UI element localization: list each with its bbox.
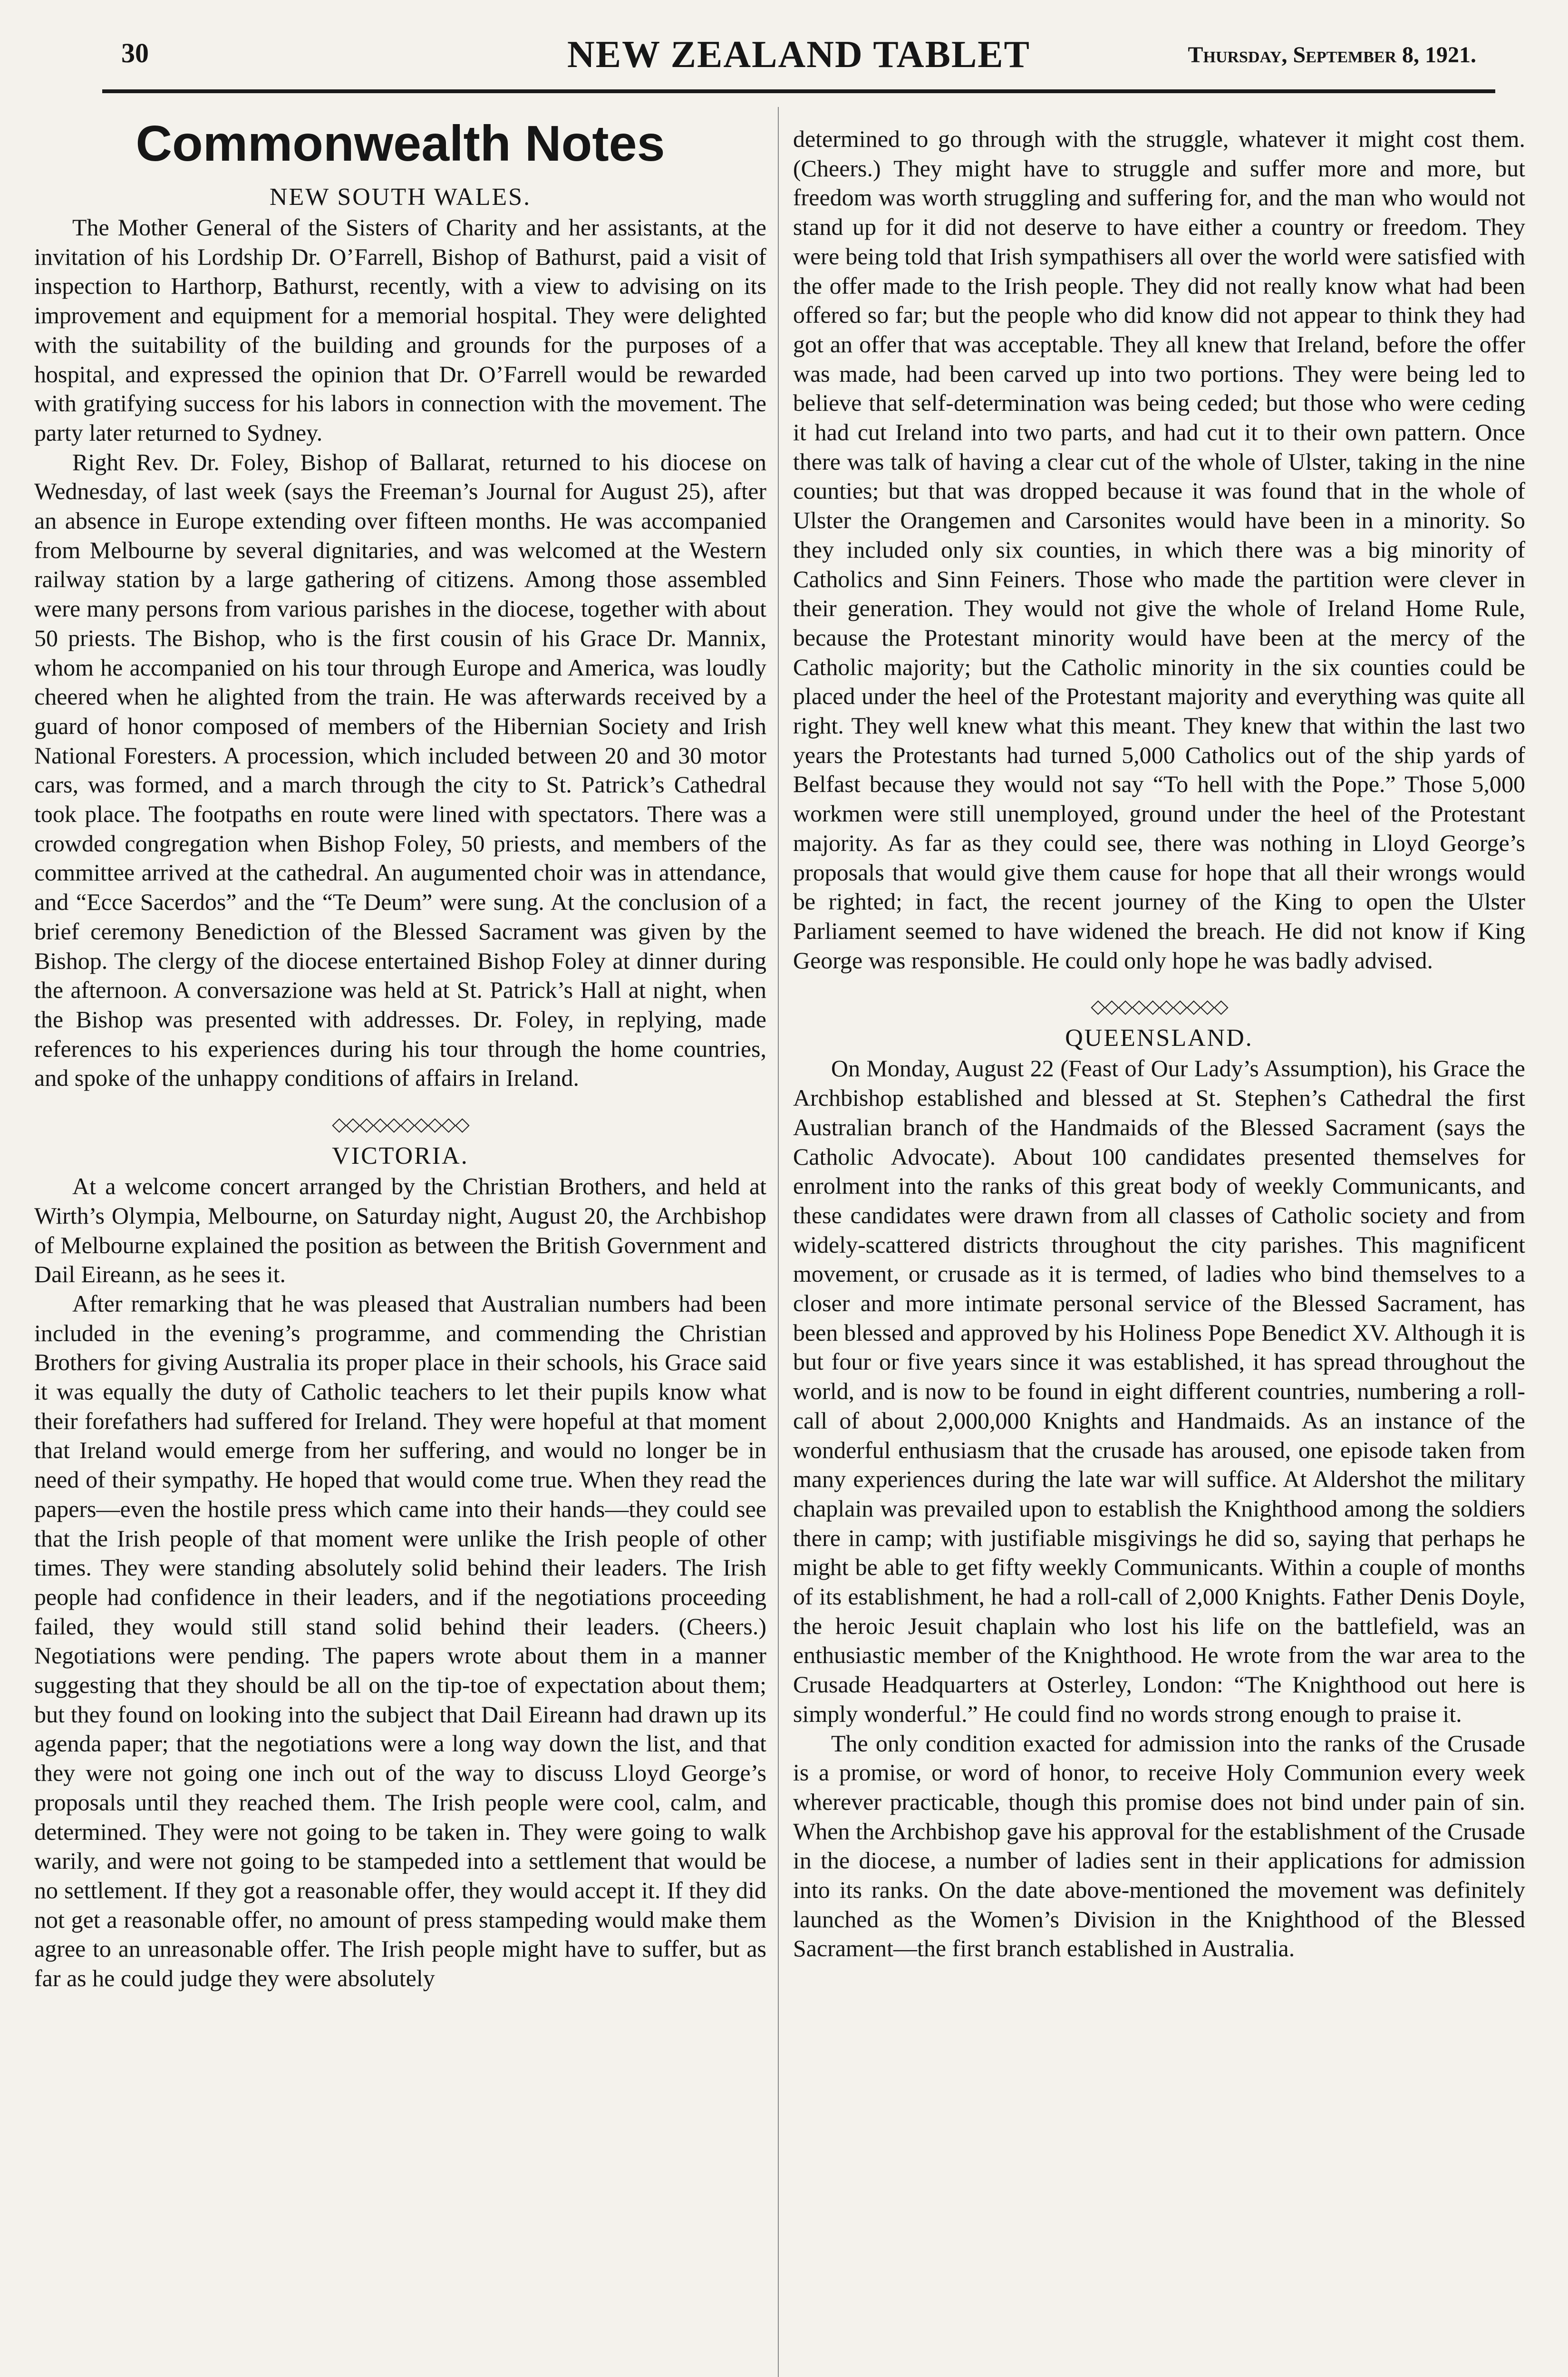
page-number: 30 [121,38,149,68]
paper-title: NEW ZEALAND TABLET [567,34,1031,76]
article-headline: Commonwealth Notes [136,116,665,172]
masthead-rule [102,89,1495,93]
section-heading-nsw: NEW SOUTH WALES. [269,184,532,211]
victoria-paragraph: At a welcome concert arranged by the Christian Brothers, and held at Wirth’s Olympia, Melbourne, on Saturday night, August 20, the Archbishop of Melbourne explained the position as between the British Government and Dail Eireann, as he sees it. [34,1173,766,1288]
section-heading-queensland: QUEENSLAND. [1065,1024,1253,1052]
column-left [34,95,766,1993]
section-divider-ornament: ◇◇◇◇◇◇◇◇◇◇ [1091,995,1228,1017]
victoria-continuation: determined to go through with the struggle, whatever it might cost them. (Cheers.) They might have to struggle and suffer more and more, but freedom was worth struggling and suffering for, and the man who would not stand up for it did not deserve to have either a country or freedom. They were being told that Irish sympathisers all over the world were satisfied with the offer made to the Irish people. They did not really know what had been offered so far; but the people who did know did not appear to think they had got an offer that was acceptable. They all knew that Ireland, before the offer was made, had been carved up into two portions. They were being led to believe that self-determination was being ceded; but those who were ceding it had cut Ireland into two parts, and had cut it to their own pattern. Once there was talk of having a clear cut of the whole of Ulster, taking in the nine counties; but that was dropped because it was found that in the whole of Ulster the Orangemen and Carsonites would have been in a minority. So they included only six counties, in which there was a big minority of Catholics and Sinn Feiners. Those who made the partition were clever in their generation. They would not give the whole of Ireland Home Rule, because the Protestant minority would have been at the mercy of the Catholic majority; but the Catholic minority in the six counties could be placed under the heel of the Protestant majority and everything was quite all right. They well knew what this meant. They knew that within the last two years the Protestants had turned 5,000 Catholics out of the ship yards of Belfast because they would not say “To hell with the Pope.” Those 5,000 workmen were still unemployed, ground under the heel of the Protestant majority. As far as they could see, there was nothing in Lloyd George’s proposals that would give them cause for hope that all their wrongs would be righted; in fact, the recent journey of the King to open the Ulster Parliament seemed to have widened the breach. He did not know if King George was responsible. He could only hope he was badly advised. [793,126,1525,974]
column-right [793,125,1525,1963]
nsw-paragraph: The Mother General of the Sisters of Charity and her assistants, at the invitation of his Lordship Dr. O’Farrell, Bishop of Bathurst, paid a visit of inspection to Harthorp, Bathurst, recently, with a view to advising on its improvement and equipment for a memorial hospital. They were delighted with the suitability of the building and grounds for the purposes of a hospital, and expressed the opinion that Dr. O’Farrell would be rewarded with gratifying success for his labors in connection with the movement. The party later returned to Sydney. [34,214,766,446]
victoria-paragraph: After remarking that he was pleased that Australian numbers had been included in the evening’s programme, and commending the Christian Brothers for giving Australia its proper place in their schools, his Grace said it was equally the duty of Catholic teachers to let their pupils know what their forefathers had suffered for Ireland. They were hopeful at that moment that Ireland would emerge from her suffering, and would no longer be in need of their sympathy. He hoped that would come true. When they read the papers—even the hostile press which came into their hands—they could see that the Irish people of that moment were unlike the Irish people of other times. They were standing absolutely solid behind their leaders. The Irish people had confidence in their leaders, and if the negotiations proceeding failed, they would still stand solid behind their leaders. (Cheers.) Negotiations were pending. The papers wrote about them in a manner suggesting that they should be all on the tip-toe of expectation about them; but they found on looking into the subject that Dail Eireann had drawn up its agenda paper; that the negotiations were a long way down the list, and that they were not going one inch out of the way to discuss Lloyd George’s proposals until they reached them. The Irish people were cool, calm, and determined. They were not going to be taken in. They were going to walk warily, and were not going to be stampeded into a settlement that would be no settlement. If they got a reasonable offer, they would accept it. If they did not get a reasonable offer, no amount of press stampeding would make them agree to an unreasonable offer. The Irish people might have to suffer, but as far as he could judge they were absolutely [34,1290,766,1992]
section-divider-ornament: ◇◇◇◇◇◇◇◇◇◇ [332,1113,469,1135]
queensland-paragraph: The only condition exacted for admission into the ranks of the Crusade is a promise, or word of honor, to receive Holy Communion every week wherever practicable, though this promise does not bind under pain of sin. When the Archbishop gave his approval for the establishment of the Crusade in the diocese, a number of ladies sent in their applications for admission into its ranks. On the date above-mentioned the movement was definitely launched as the Women’s Division in the Knighthood of the Blessed Sacrament—the first branch established in Australia. [793,1730,1525,1962]
nsw-paragraph: Right Rev. Dr. Foley, Bishop of Ballarat, returned to his diocese on Wednesday, of last week (says the Freeman’s Journal for August 25), after an absence in Europe extending over fifteen months. He was accompanied from Melbourne by several dignitaries, and was welcomed at the Western railway station by a large gathering of citizens. Among those assembled were many persons from various parishes in the diocese, together with about 50 priests. The Bishop, who is the first cousin of his Grace Dr. Mannix, whom he accompanied on his tour through Europe and America, was loudly cheered when he alighted from the train. He was afterwards received by a guard of honor composed of members of the Hibernian Society and Irish National Foresters. A procession, which included between 20 and 30 motor cars, was formed, and a march through the city to St. Patrick’s Cathedral took place. The footpaths en route were lined with spectators. There was a crowded congregation when Bishop Foley, 50 priests, and members of the committee arrived at the cathedral. An augumented choir was in attendance, and “Ecce Sacerdos” and the “Te Deum” were sung. At the conclusion of a brief ceremony Benediction of the Blessed Sacrament was given by the Bishop. The clergy of the diocese entertained Bishop Foley at dinner during the afternoon. A conversazione was held at St. Patrick’s Hall at night, when the Bishop was presented with addresses. Dr. Foley, in replying, made references to his experiences during his tour through the home countries, and spoke of the unhappy conditions of affairs in Ireland. [34,448,766,1092]
issue-date: Thursday, September 8, 1921. [1188,42,1476,68]
section-heading-victoria: VICTORIA. [332,1142,469,1170]
masthead [102,33,1495,86]
column-divider [778,107,779,2377]
queensland-paragraph: On Monday, August 22 (Feast of Our Lady’s Assumption), his Grace the Archbishop established and blessed at St. Stephen’s Cathedral the first Australian branch of the Handmaids of the Blessed Sacrament (says the Catholic Advocate). About 100 candidates presented themselves for enrolment into the ranks of this great body of weekly Communicants, and these candidates were drawn from all classes of Catholic society and from widely-scattered districts throughout the city parishes. This magnificent movement, or crusade as it is termed, of ladies who bind themselves to a closer and more intimate personal service of the Blessed Sacrament, has been blessed and approved by his Holiness Pope Benedict XV. Although it is but four or five years since it was established, it has spread throughout the world, and is now to be found in eight different countries, numbering a roll-call of about 2,000,000 Knights and Handmaids. As an instance of the wonderful enthusiasm that the crusade has aroused, one episode taken from many experiences during the late war will suffice. At Aldershot the military chaplain was prevailed upon to establish the Knighthood among the soldiers there in camp; with justifiable misgivings he did so, saying that perhaps he might be able to get fifty weekly Communicants. Within a couple of months of its establishment, he had a roll-call of 2,000 Knights. Father Denis Doyle, the heroic Jesuit chaplain who lost his life on the battlefield, was an enthusiastic member of the Knighthood. He wrote from the war area to the Crusade Headquarters at Osterley, London: “The Knighthood out here is simply wonderful.” He could find no words strong enough to praise it. [793,1055,1525,1727]
